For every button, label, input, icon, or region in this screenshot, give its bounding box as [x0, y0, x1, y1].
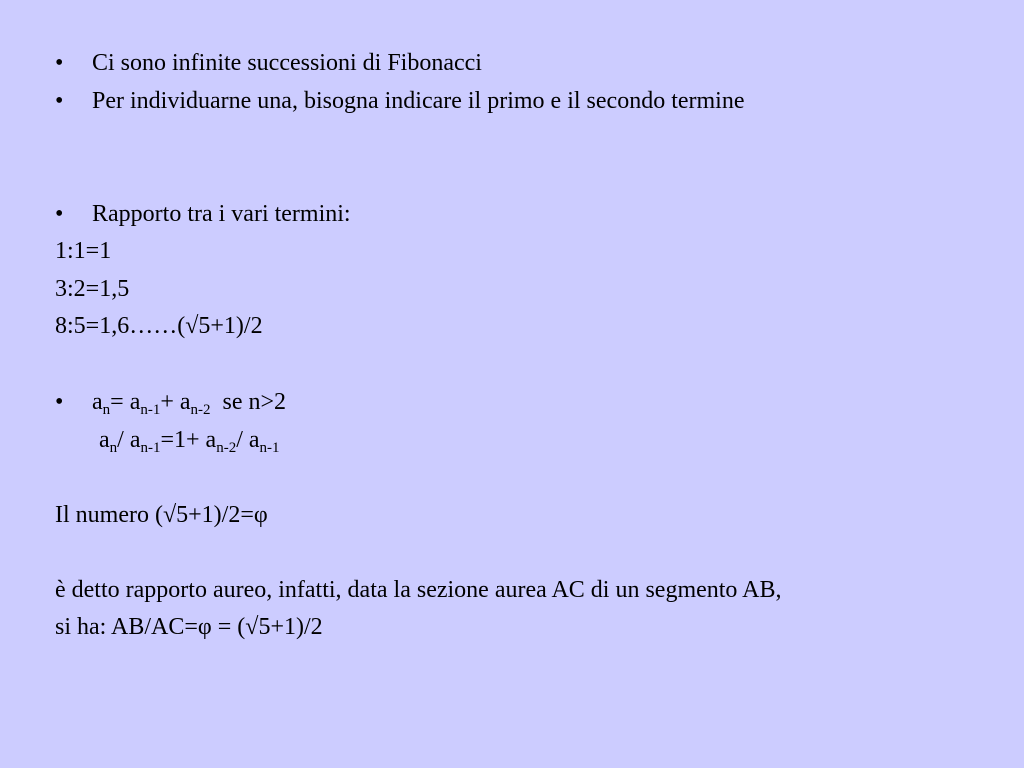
- formula-subscript: n-2: [216, 440, 237, 456]
- bullet-text: Per individuarne una, bisogna indicare il primo e il secondo termine: [92, 88, 745, 114]
- ratio-line: 3:2=1,5: [55, 276, 130, 302]
- recurrence-formula: [92, 388, 286, 416]
- formula-condition: se n>2: [210, 389, 287, 415]
- formula-subscript: n-1: [259, 440, 280, 456]
- golden-number-line: Il numero (√5+1)/2=φ: [55, 502, 268, 528]
- bullet-icon: •: [55, 50, 64, 76]
- golden-ratio-text: si ha: AB/AC=φ = (√5+1)/2: [55, 614, 323, 640]
- formula-subscript: n: [109, 440, 118, 456]
- ratio-line: 8:5=1,6……(√5+1)/2: [55, 313, 263, 339]
- formula-term: + a: [160, 389, 191, 415]
- golden-ratio-text: è detto rapporto aureo, infatti, data la sezione aurea AC di un segmento AB,: [55, 577, 782, 603]
- formula-subscript: n-1: [140, 402, 161, 418]
- formula-subscript: n: [102, 402, 111, 418]
- bullet-icon: •: [55, 201, 64, 227]
- bullet-text: Ci sono infinite successioni di Fibonacci: [92, 50, 482, 76]
- ratio-line: 1:1=1: [55, 238, 112, 264]
- formula-subscript: n-1: [140, 440, 161, 456]
- formula-term: / a: [236, 427, 260, 453]
- formula-term: / a: [117, 427, 141, 453]
- ratio-formula: [99, 426, 280, 454]
- formula-term: = a: [110, 389, 141, 415]
- formula-term: =1+ a: [160, 427, 217, 453]
- formula-term: a: [92, 389, 103, 415]
- bullet-icon: •: [55, 389, 64, 415]
- formula-term: a: [99, 427, 110, 453]
- bullet-text: Rapporto tra i vari termini:: [92, 201, 351, 227]
- formula-subscript: n-2: [190, 402, 211, 418]
- bullet-icon: •: [55, 88, 64, 114]
